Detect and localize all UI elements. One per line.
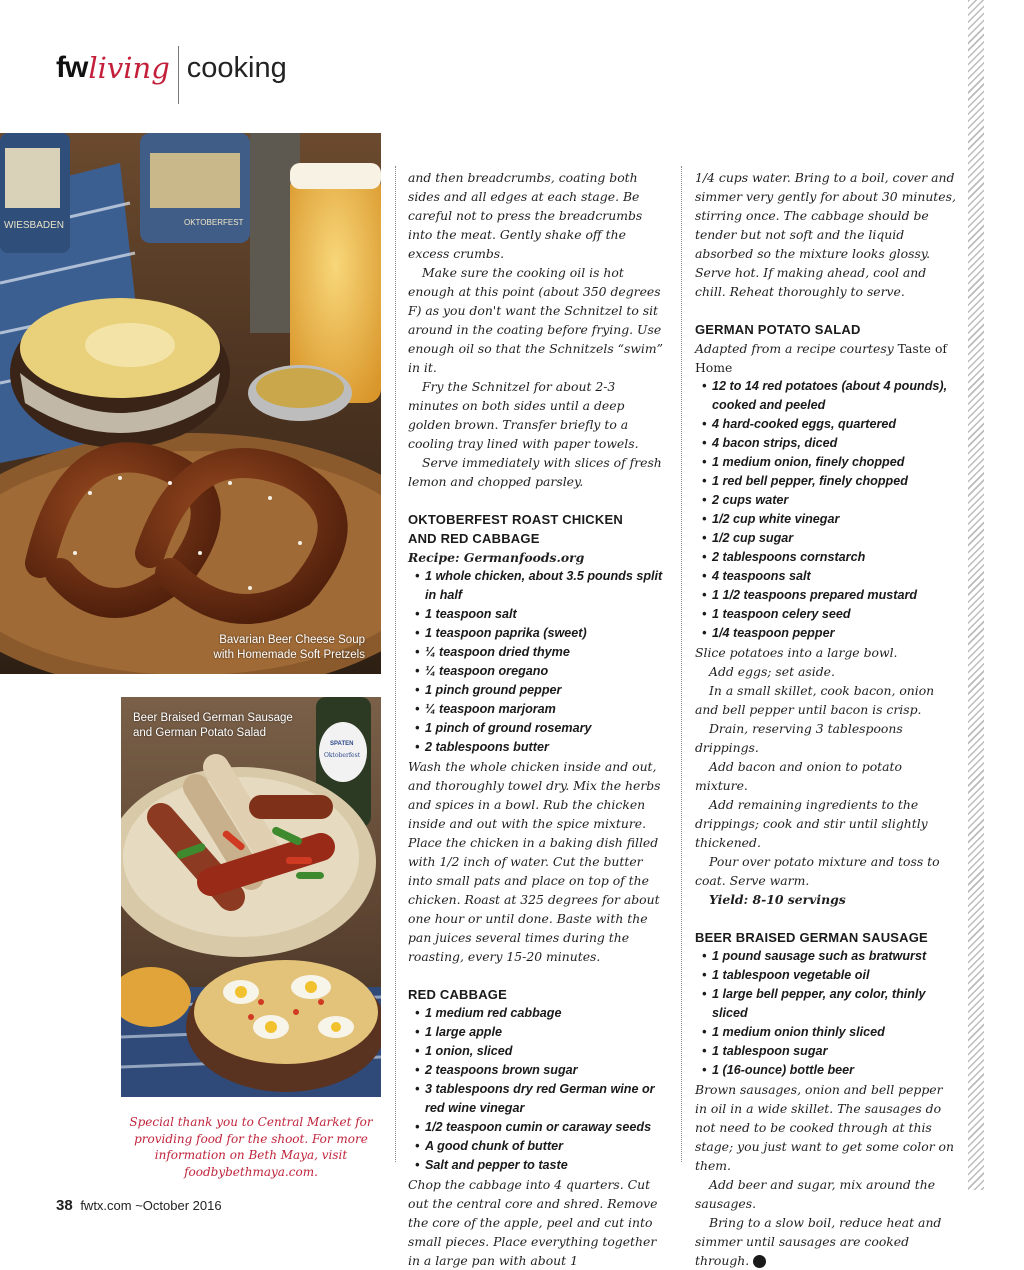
potato-step-5: Add bacon and onion to potato mixture.	[695, 759, 902, 793]
list-item: • 1 medium onion thinly sliced	[695, 1023, 957, 1042]
column-rule-left	[395, 166, 396, 1162]
section-header	[56, 46, 287, 106]
photo1-caption-line1: Bavarian Beer Cheese Soup	[219, 634, 365, 646]
potato-step-6: Add remaining ingredients to the drippings; cook and stir until slightly thickened.	[695, 797, 928, 850]
list-item: • 1/4 teaspoon pepper	[695, 624, 957, 643]
list-item: • 1 red bell pepper, finely chopped	[695, 472, 957, 491]
potato-title: GERMAN POTATO SALAD	[695, 322, 861, 337]
decorative-zigzag-border	[968, 0, 984, 1190]
text-column-1	[408, 168, 666, 1270]
schnitzel-paragraph-2: Make sure the cooking oil is hot enough at this point (about 350 degrees F) as you don't want the Schnitzel to sit around in the coating before frying. Use enough oil so that the Schnitzels “swim” in it.	[408, 265, 663, 375]
cabbage-method-continued: 1/4 cups water. Bring to a boil, cover and simmer very gently for about 30 minutes, stirring once. The cabbage should be tender but not soft and the liquid absorbed so the mixture looks glossy. Serve hot. If making ahead, cool and chill. Reheat thoroughly to serve.	[695, 170, 956, 299]
stein-text-right: OKTOBERFEST	[184, 218, 244, 227]
list-item: • 1 medium onion, finely chopped	[695, 453, 957, 472]
footer-text: fwtx.com ~October 2016	[80, 1198, 222, 1213]
list-item: • 3 tablespoons dry red German wine or red wine vinegar	[408, 1080, 666, 1118]
potato-source	[695, 339, 957, 377]
page-footer	[56, 1197, 222, 1214]
list-item: • 1 pinch of ground rosemary	[408, 719, 666, 738]
photo2-caption-line1: Beer Braised German Sausage	[133, 712, 293, 724]
sausage-step-3: Bring to a slow boil, reduce heat and simmer until sausages are cooked through.	[695, 1215, 942, 1268]
list-item: • 1 teaspoon celery seed	[695, 605, 957, 624]
list-item: • 1 medium red cabbage	[408, 1004, 666, 1023]
list-item: • ¼ teaspoon dried thyme	[408, 643, 666, 662]
list-item: • Salt and pepper to taste	[408, 1156, 666, 1175]
cabbage-title: RED CABBAGE	[408, 987, 507, 1002]
thanks-note: Special thank you to Central Market for providing food for the shoot. For more information on Beth Maya, visit foodbybethmaya.com.	[129, 1115, 373, 1179]
section-name: cooking	[186, 52, 287, 84]
list-item: • 2 tablespoons butter	[408, 738, 666, 757]
list-item: • ¼ teaspoon marjoram	[408, 700, 666, 719]
list-item: • 1/2 teaspoon cumin or caraway seeds	[408, 1118, 666, 1137]
bottle-label-brand: SPATEN	[330, 741, 354, 747]
list-item: • 1/2 cup white vinegar	[695, 510, 957, 529]
cabbage-method: Chop the cabbage into 4 quarters. Cut out the central core and shred. Remove the core of the apple, peel and cut into small pieces. Place everything together in a large pan with about 1	[408, 1177, 658, 1268]
potato-source-name: Taste of Home	[695, 341, 948, 375]
schnitzel-paragraph-3: Fry the Schnitzel for about 2-3 minutes on both sides until a deep golden brown. Transfer briefly to a cooling tray lined with paper towels.	[408, 379, 639, 451]
page-number: 38	[56, 1197, 73, 1214]
potato-source-prefix: Adapted from a recipe courtesy	[695, 341, 894, 356]
brand-fw: fw	[56, 51, 88, 84]
list-item: • 4 bacon strips, diced	[695, 434, 957, 453]
chicken-method: Wash the whole chicken inside and out, and thoroughly towel dry. Mix the herbs and spices in a bowl. Rub the chicken inside and out with the spice mixture. Place the chicken in a baking dish filled with 1/2 inch of water. Cut the butter into small pats and place on top of the chicken. Roast at 325 degrees for about one hour or until done. Baste with the pan juices several times during the roasting, every 15-20 minutes.	[408, 759, 661, 964]
potato-yield: Yield: 8-10 servings	[709, 892, 846, 907]
list-item: • 2 teaspoons brown sugar	[408, 1061, 666, 1080]
list-item: • 1 tablespoon vegetable oil	[695, 966, 957, 985]
sausage-ingredient-list	[695, 947, 957, 1080]
sausage-step-3-wrapper	[695, 1213, 957, 1270]
chicken-title-line2: AND RED CABBAGE	[408, 531, 540, 546]
list-item: • A good chunk of butter	[408, 1137, 666, 1156]
sausage-title: BEER BRAISED GERMAN SAUSAGE	[695, 930, 928, 945]
list-item: • 1 pound sausage such as bratwurst	[695, 947, 957, 966]
bottle-label-name: Oktoberfest	[324, 752, 361, 759]
list-item: • 1 teaspoon paprika (sweet)	[408, 624, 666, 643]
list-item: • 1 pinch ground pepper	[408, 681, 666, 700]
chicken-title-line1: OKTOBERFEST ROAST CHICKEN	[408, 512, 623, 527]
chicken-source: Recipe: Germanfoods.org	[408, 550, 585, 565]
potato-step-3: In a small skillet, cook bacon, onion and bell pepper until bacon is crisp.	[695, 683, 935, 717]
cabbage-ingredient-list	[408, 1004, 666, 1175]
list-item: • 4 teaspoons salt	[695, 567, 957, 586]
sausage-step-2: Add beer and sugar, mix around the sausages.	[695, 1177, 936, 1211]
potato-step-2: Add eggs; set aside.	[709, 664, 835, 679]
list-item: • 2 tablespoons cornstarch	[695, 548, 957, 567]
potato-step-7: Pour over potato mixture and toss to coat. Serve warm.	[695, 854, 940, 888]
header-divider	[178, 46, 179, 104]
list-item: • 2 cups water	[695, 491, 957, 510]
stein-text-left: WIESBADEN	[4, 220, 65, 231]
potato-step-4: Drain, reserving 3 tablespoons drippings.	[695, 721, 903, 755]
potato-step-1: Slice potatoes into a large bowl.	[695, 645, 898, 660]
list-item: • ¼ teaspoon oregano	[408, 662, 666, 681]
photo1-caption-line2: with Homemade Soft Pretzels	[213, 648, 365, 661]
chicken-ingredient-list	[408, 567, 666, 757]
sausage-step-1: Brown sausages, onion and bell pepper in oil in a wide skillet. The sausages do not need to be cooked through at this stage; you just want to get some color on them.	[695, 1082, 954, 1173]
list-item: • 1 onion, sliced	[408, 1042, 666, 1061]
list-item: • 1 teaspoon salt	[408, 605, 666, 624]
text-column-2	[695, 168, 957, 1270]
photo2-caption-line2: and German Potato Salad	[133, 726, 266, 739]
schnitzel-paragraph-1: and then breadcrumbs, coating both sides and all edges at each stage. Be careful not to press the breadcrumbs into the meat. Gently shake off the excess crumbs.	[408, 170, 643, 261]
photo-sausage-potato-salad	[121, 697, 381, 1097]
fw-end-mark-icon: fw	[753, 1255, 766, 1268]
list-item: • 1 large bell pepper, any color, thinly sliced	[695, 985, 957, 1023]
list-item: • 1 1/2 teaspoons prepared mustard	[695, 586, 957, 605]
brand-living: living	[88, 51, 170, 85]
list-item: • 1 whole chicken, about 3.5 pounds split in half	[408, 567, 666, 605]
list-item: • 1 tablespoon sugar	[695, 1042, 957, 1061]
column-rule-right	[681, 166, 682, 1162]
list-item: • 1 large apple	[408, 1023, 666, 1042]
schnitzel-paragraph-4: Serve immediately with slices of fresh lemon and chopped parsley.	[408, 455, 662, 489]
list-item: • 4 hard-cooked eggs, quartered	[695, 415, 957, 434]
photo2-caption	[133, 711, 293, 740]
list-item: • 1 (16-ounce) bottle beer	[695, 1061, 957, 1080]
photo1-caption	[214, 633, 365, 662]
photo-beer-cheese-soup-pretzels	[0, 133, 381, 674]
list-item: • 1/2 cup sugar	[695, 529, 957, 548]
list-item: • 12 to 14 red potatoes (about 4 pounds), cooked and peeled	[695, 377, 957, 415]
potato-ingredient-list	[695, 377, 957, 643]
